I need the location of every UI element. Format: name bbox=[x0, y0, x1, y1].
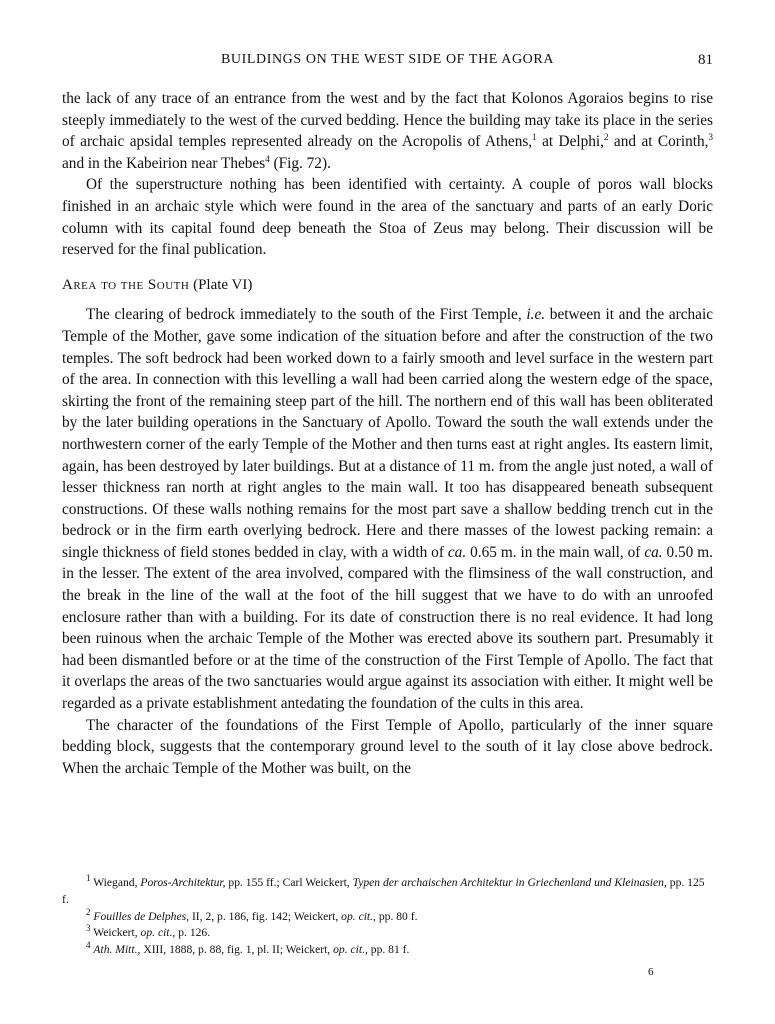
signature-mark: 6 bbox=[648, 966, 654, 978]
page-header bbox=[62, 52, 713, 72]
footnote-ref[interactable]: 1 bbox=[532, 132, 537, 143]
footnote-ref[interactable]: 2 bbox=[604, 132, 609, 143]
footnotes bbox=[62, 875, 713, 959]
footnote-number: 4 bbox=[86, 940, 91, 951]
footnote-number: 1 bbox=[86, 873, 91, 884]
page-number: 81 bbox=[698, 52, 713, 68]
section-title: Area to the South bbox=[62, 276, 190, 293]
footnote-ref[interactable]: 3 bbox=[708, 132, 713, 143]
main-text bbox=[62, 88, 713, 779]
paragraph: the lack of any trace of an entrance from the west and by the fact that Kolonos Agoraios begins to rise steeply immediately to the west of the curved bedding. Hence the building may take its place in the series of archaic apsidal temples represented already on the Acropolis of Athens,$^1$ at Delphi,$^2$ and at Corinth,$^3$ and in the Kabeirion near Thebes$^4$ (Fig. 72). bbox=[62, 90, 713, 172]
paragraph: The character of the foundations of the First Temple of Apollo, particularly of the inner square bedding block, suggests that the contemporary ground level to the south of it lay close above bedrock. When the archaic Temple of the Mother was built, on the bbox=[62, 716, 713, 777]
footnote-number: 2 bbox=[86, 906, 91, 917]
footnote: $^3$ Weickert, op. cit., p. 126. bbox=[86, 923, 211, 940]
footnote-number: 3 bbox=[86, 923, 91, 934]
footnote-ref[interactable]: 4 bbox=[265, 153, 270, 164]
footnote: $^2$ Fouilles de Delphes, II, 2, p. 186, fig. 142; Weickert, op. cit., pp. 80 f. bbox=[86, 906, 418, 923]
paragraph: The clearing of bedrock immediately to the south of the First Temple, i.e. between it and the archaic Temple of the Mother, gave some indication of the situation before and after the construction of the two temples. The soft bedrock had been worked down to a fairly smooth and level surface in the western part of the area. In connection with this levelling a wall had been carried along the western edge of the space, skirting the front of the remaining steep part of the hill. The northern end of this wall has been obliterated by the later building operations in the Sanctuary of Apollo. Toward the south the wall extends under the northwestern corner of the early Temple of the Mother and then turns east at right angles. Its eastern limit, again, has been destroyed by later buildings. But at a distance of 11 m. from the angle just noted, a wall of lesser thickness ran north at right angles to the main wall. It too has disappeared beneath subsequent constructions. Of these walls nothing remains for the most part save a shallow bedding trench cut in the bedrock or in the firm earth overlying bedrock. Here and there masses of the lowest packing remain: a single thickness of field stones bedded in clay, with a width of ca. 0.65 m. in the main wall, of ca. 0.50 m. in the lesser. The extent of the area involved, compared with the flimsiness of the wall construction, and the break in the line of the wall at the foot of the hill suggest that we have to do with an unroofed enclosure rather than with a building. For its date of construction there is no real evidence. It had long been ruinous when the archaic Temple of the Mother was erected above its southern part. Presumably it had been dismantled before or at the time of the construction of the First Temple of Apollo. The fact that it overlaps the areas of the two sanctuaries would argue against its association with either. It might well be regarded as a private establishment antedating the foundation of the cults in this area. bbox=[62, 306, 714, 713]
footnote: $^1$ Wiegand, Poros-Architektur, pp. 155 ff.; Carl Weickert, Typen der archaischen Architektur in Griechenland und Kleinasien, pp. 125 f. bbox=[62, 873, 705, 906]
section-heading bbox=[62, 275, 713, 297]
section-plate-ref: (Plate VI) bbox=[193, 276, 253, 293]
footnote: $^4$ Ath. Mitt., XIII, 1888, p. 88, fig. 1, pl. II; Weickert, op. cit., pp. 81 f. bbox=[86, 940, 410, 957]
paragraph: Of the superstructure nothing has been identified with certainty. A couple of poros wall blocks finished in an archaic style which were found in the area of the sanctuary and parts of an early Doric column with its capital found deep beneath the Stoa of Zeus may belong. Their discussion will be reserved for the final publication. bbox=[62, 176, 713, 259]
running-head: BUILDINGS ON THE WEST SIDE OF THE AGORA bbox=[220, 52, 555, 67]
